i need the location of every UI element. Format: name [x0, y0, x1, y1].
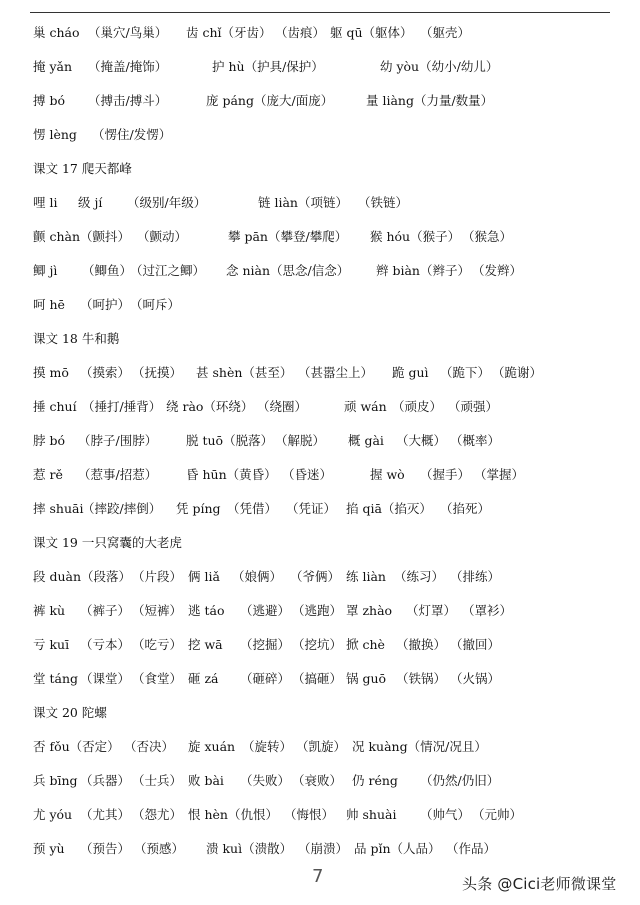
- entry: 搏 bó: [33, 93, 66, 108]
- entry: （练习）: [394, 569, 445, 584]
- entry: （排练）: [450, 569, 501, 584]
- entry: （捶打/捶背）: [82, 399, 162, 414]
- entry: 跪 guì: [392, 365, 429, 380]
- entry: （元帅）: [472, 807, 523, 822]
- row-11: [0, 363, 640, 383]
- entry: 鲫 jì: [33, 263, 58, 278]
- entry: 摔 shuāi: [33, 501, 84, 516]
- entry: 呵 hē: [33, 297, 65, 312]
- entry: （猴急）: [462, 229, 513, 244]
- entry: 颤 chàn（颤抖）: [33, 229, 131, 244]
- entry: （亏本）: [80, 637, 131, 652]
- entry: 仍 réng: [352, 773, 398, 788]
- entry: 甚 shèn（甚至）: [196, 365, 293, 380]
- row-02: [0, 57, 640, 77]
- entry: 掐 qiā（掐灭）: [346, 501, 432, 516]
- entry: （爷俩）: [290, 569, 341, 584]
- row-09: [0, 295, 640, 315]
- lesson-title: 课文 17 爬天都峰: [33, 161, 132, 176]
- row-08: [0, 261, 640, 281]
- entry: （预感）: [134, 841, 185, 856]
- entry: 败 bài: [188, 773, 224, 788]
- entry: （过江之鲫）: [130, 263, 206, 278]
- entry: （搞砸）: [292, 671, 343, 686]
- lesson-title: 课文 20 陀螺: [33, 705, 107, 720]
- entry: （摔跤/摔倒）: [82, 501, 162, 516]
- entry: （尤其）: [80, 807, 131, 822]
- entry: （凭借）: [227, 501, 278, 516]
- entry: （呵斥）: [130, 297, 181, 312]
- entry: 兵 bīng: [33, 773, 78, 788]
- entry: （昏迷）: [282, 467, 333, 482]
- row-12: [0, 397, 640, 417]
- entry: （食堂）: [132, 671, 183, 686]
- entry: （掌握）: [474, 467, 525, 482]
- entry: （摸索）: [80, 365, 131, 380]
- entry: 辫 biàn（辫子）: [376, 263, 470, 278]
- entry: 溃 kuì（溃散）: [206, 841, 293, 856]
- row-03: [0, 91, 640, 111]
- entry: 捶 chuí: [33, 399, 77, 414]
- entry: 巢 cháo: [33, 25, 80, 40]
- entry: （士兵）: [132, 773, 183, 788]
- entry: 掩 yǎn: [33, 59, 73, 74]
- entry: （挖掘）: [240, 637, 291, 652]
- entry: 尤 yóu: [33, 807, 73, 822]
- entry: 绕 rào（环绕）: [166, 399, 254, 414]
- lesson-heading-18: [0, 329, 640, 349]
- entry: （呵护）: [80, 297, 131, 312]
- entry: 否 fǒu（否定）: [33, 739, 120, 754]
- entry: （撤换）: [396, 637, 447, 652]
- entry: 护 hù（护具/保护）: [212, 59, 324, 74]
- lesson-title: 课文 18 牛和鹅: [33, 331, 120, 346]
- entry: （兵器）: [80, 773, 131, 788]
- entry: 帅 shuài: [346, 807, 397, 822]
- lesson-heading-20: [0, 703, 640, 723]
- entry: 哩 li: [33, 195, 58, 210]
- entry: （脖子/围脖）: [78, 433, 158, 448]
- entry: 裤 kù: [33, 603, 66, 618]
- row-01: [0, 23, 640, 43]
- entry: （掩盖/掩饰）: [88, 59, 168, 74]
- row-06: [0, 193, 640, 213]
- entry: 砸 zá: [188, 671, 219, 686]
- entry: （绕圈）: [257, 399, 308, 414]
- row-20: [0, 669, 640, 689]
- entry: （帅气）: [420, 807, 471, 822]
- lesson-heading-17: [0, 159, 640, 179]
- entry: 幼 yòu（幼小/幼儿）: [380, 59, 499, 74]
- entry: （衰败）: [292, 773, 343, 788]
- lesson-title: 课文 19 一只窝囊的大老虎: [33, 535, 182, 550]
- entry: （齿痕）: [275, 25, 326, 40]
- entry: （裤子）: [80, 603, 131, 618]
- entry: （铁锅）: [396, 671, 447, 686]
- watermark: 头条 @Cici老师微课堂: [462, 875, 617, 893]
- entry: （砸碎）: [240, 671, 291, 686]
- entry: 脱 tuō（脱落）: [186, 433, 274, 448]
- row-22: [0, 737, 640, 757]
- entry: 锅 guō: [346, 671, 387, 686]
- lesson-heading-19: [0, 533, 640, 553]
- entry: 脖 bó: [33, 433, 66, 448]
- entry: （巢穴/鸟巢）: [88, 25, 168, 40]
- entry: 练 liàn: [346, 569, 386, 584]
- entry: （旋转）: [242, 739, 293, 754]
- entry: （颤动）: [137, 229, 188, 244]
- entry: （挖坑）: [292, 637, 343, 652]
- entry: 罩 zhào: [346, 603, 393, 618]
- entry: （预告）: [80, 841, 131, 856]
- entry: （跪谢）: [492, 365, 543, 380]
- row-15: [0, 499, 640, 519]
- entry: （否决）: [124, 739, 175, 754]
- entry: （铁链）: [358, 195, 409, 210]
- entry: （悔恨）: [284, 807, 335, 822]
- entry: 预 yù: [33, 841, 65, 856]
- entry: 摸 mō: [33, 365, 69, 380]
- entry: 俩 liǎ: [188, 569, 220, 584]
- entry: 掀 chè: [346, 637, 385, 652]
- entry: （短裤）: [132, 603, 183, 618]
- entry: （顽强）: [448, 399, 499, 414]
- entry: （惹事/招惹）: [78, 467, 158, 482]
- entry: 庞 páng（庞大/面庞）: [206, 93, 334, 108]
- row-25: [0, 839, 640, 859]
- row-13: [0, 431, 640, 451]
- entry: （娘俩）: [232, 569, 283, 584]
- page-number: 7: [312, 866, 324, 887]
- entry: （掐死）: [440, 501, 491, 516]
- entry: （概率）: [450, 433, 501, 448]
- entry: （级别/年级）: [127, 195, 207, 210]
- entry: 况 kuàng（情况/况且）: [352, 739, 487, 754]
- entry: 段 duàn（段落）: [33, 569, 132, 584]
- row-17: [0, 567, 640, 587]
- entry: 猴 hóu（猴子）: [370, 229, 461, 244]
- entry: （甚嚣尘上）: [298, 365, 374, 380]
- row-14: [0, 465, 640, 485]
- row-04: [0, 125, 640, 145]
- entry: （崩溃）: [298, 841, 349, 856]
- entry: （鲫鱼）: [82, 263, 133, 278]
- entry: 念 niàn（思念/信念）: [226, 263, 350, 278]
- entry: （课堂）: [80, 671, 131, 686]
- entry: （罩衫）: [462, 603, 513, 618]
- entry: 昏 hūn（黄昏）: [186, 467, 277, 482]
- row-23: [0, 771, 640, 791]
- entry: 旋 xuán: [188, 739, 236, 754]
- entry: （仍然/仍旧）: [420, 773, 500, 788]
- entry: 品 pǐn（人品）: [354, 841, 441, 856]
- entry: （发辫）: [472, 263, 523, 278]
- entry: （顽皮）: [392, 399, 443, 414]
- entry: 凭 píng: [176, 501, 221, 516]
- entry: 挖 wā: [188, 637, 223, 652]
- entry: （抚摸）: [132, 365, 183, 380]
- entry: （撤回）: [450, 637, 501, 652]
- entry: 量 liàng（力量/数量）: [366, 93, 494, 108]
- entry: 攀 pān（攀登/攀爬）: [228, 229, 348, 244]
- entry: （火锅）: [450, 671, 501, 686]
- entry: （解脱）: [275, 433, 326, 448]
- entry: （灯罩）: [406, 603, 457, 618]
- entry: （凯旋）: [296, 739, 347, 754]
- row-19: [0, 635, 640, 655]
- entry: （片段）: [132, 569, 183, 584]
- entry: （愣住/发愣）: [92, 127, 172, 142]
- entry: 堂 táng: [33, 671, 79, 686]
- entry: （逃避）: [240, 603, 291, 618]
- entry: （凭证）: [286, 501, 337, 516]
- entry: （失败）: [240, 773, 291, 788]
- entry: 链 liàn（项链）: [258, 195, 348, 210]
- row-18: [0, 601, 640, 621]
- entry: 概 gài: [348, 433, 384, 448]
- entry: 恨 hèn（仇恨）: [188, 807, 278, 822]
- row-24: [0, 805, 640, 825]
- entry: （搏击/搏斗）: [88, 93, 168, 108]
- row-07: [0, 227, 640, 247]
- entry: 握 wò: [370, 467, 405, 482]
- entry: （逃跑）: [292, 603, 343, 618]
- entry: 亏 kuī: [33, 637, 70, 652]
- top-rule: [30, 12, 610, 13]
- entry: （怨尤）: [132, 807, 183, 822]
- entry: （躯壳）: [420, 25, 471, 40]
- entry: 愣 lèng: [33, 127, 77, 142]
- entry: 级 jí: [78, 195, 103, 210]
- entry: 躯 qū（躯体）: [330, 25, 413, 40]
- entry: （大概）: [396, 433, 447, 448]
- entry: 齿 chǐ（牙齿）: [186, 25, 272, 40]
- entry: （吃亏）: [132, 637, 183, 652]
- entry: （跪下）: [440, 365, 491, 380]
- entry: （握手）: [420, 467, 471, 482]
- entry: 逃 táo: [188, 603, 225, 618]
- entry: 惹 rě: [33, 467, 63, 482]
- entry: 顽 wán: [344, 399, 387, 414]
- entry: （作品）: [446, 841, 497, 856]
